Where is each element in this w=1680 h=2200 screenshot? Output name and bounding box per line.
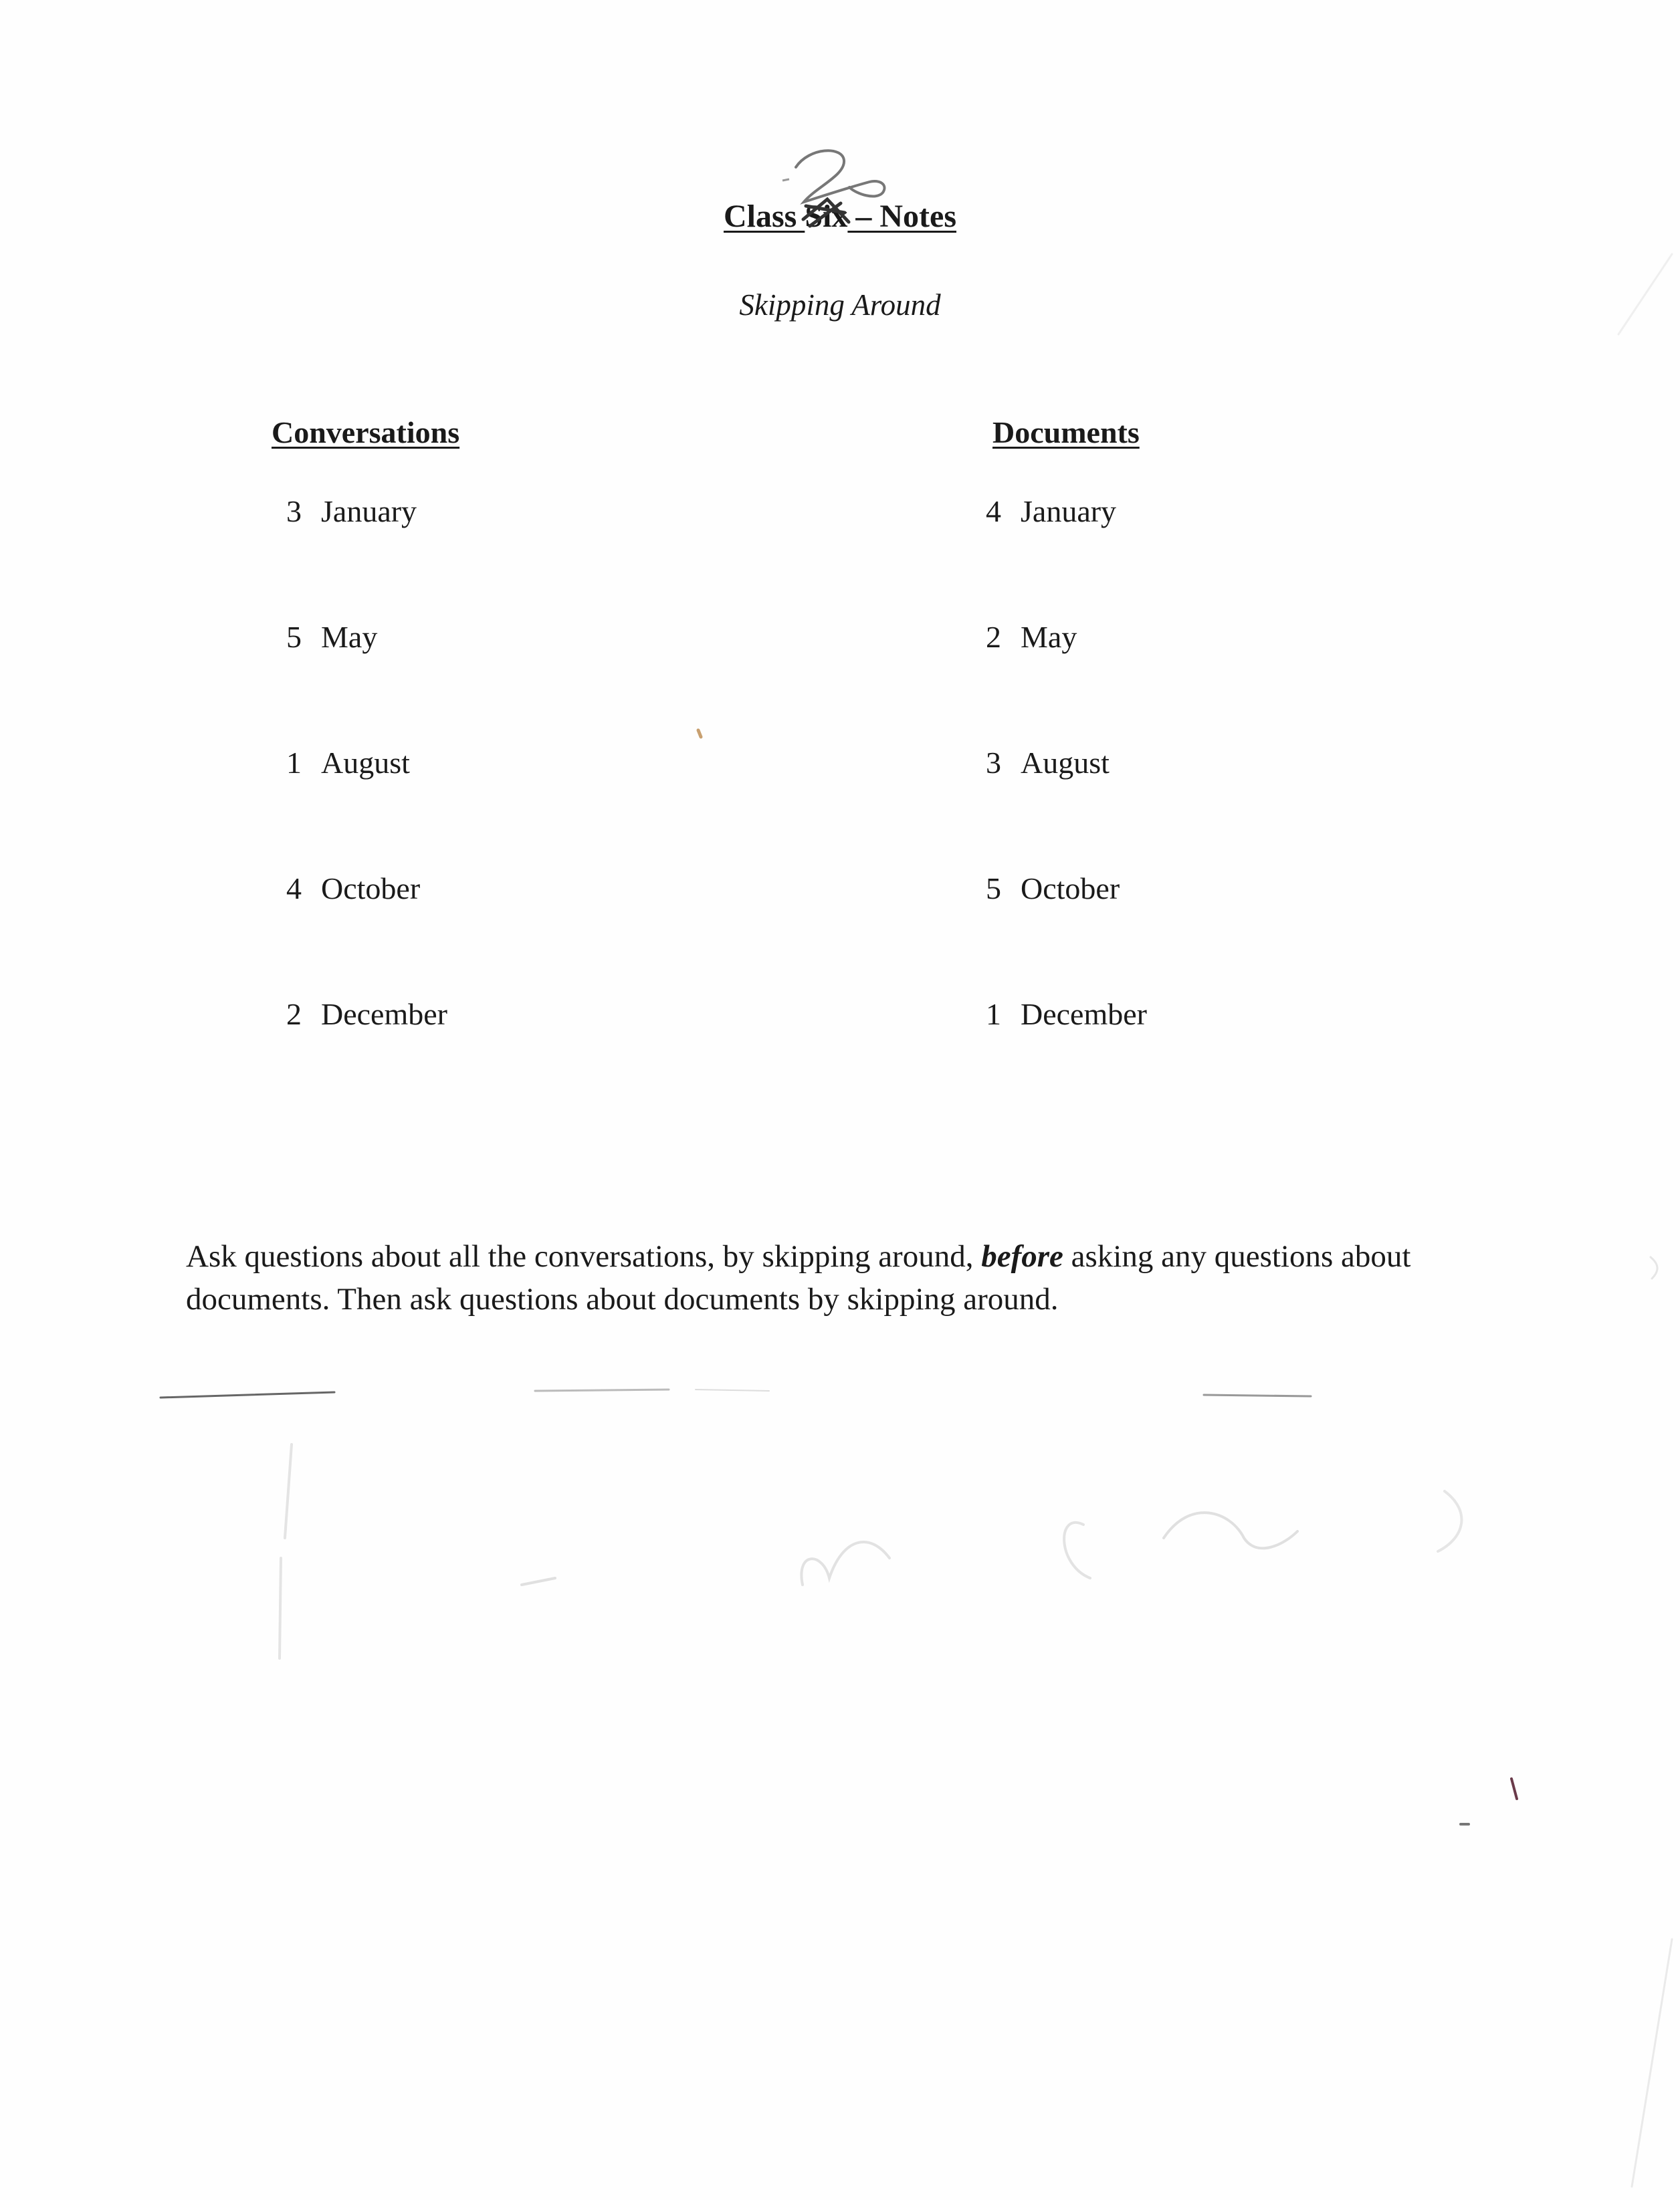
item-month: May xyxy=(1021,620,1077,654)
page-subtitle: Skipping Around xyxy=(739,288,941,322)
list-item xyxy=(986,493,1147,619)
list-item xyxy=(286,745,447,871)
item-number: 2 xyxy=(286,997,302,1031)
list-item xyxy=(286,493,447,619)
list-item xyxy=(986,745,1147,871)
item-number: 4 xyxy=(986,494,1001,528)
list-item xyxy=(986,871,1147,996)
item-number: 2 xyxy=(986,620,1001,654)
item-number: 1 xyxy=(286,746,302,780)
item-number: 3 xyxy=(986,746,1001,780)
conversations-list xyxy=(286,493,447,1122)
item-number: 3 xyxy=(286,494,302,528)
struck-word-text: Six xyxy=(805,199,848,234)
list-item xyxy=(986,996,1147,1122)
item-number: 1 xyxy=(986,997,1001,1031)
item-month: August xyxy=(1021,746,1110,780)
instructions-paragraph xyxy=(186,1235,1510,1321)
item-number: 5 xyxy=(286,620,302,654)
item-month: October xyxy=(321,871,421,905)
item-month: December xyxy=(321,997,447,1031)
list-item xyxy=(286,871,447,996)
item-number: 4 xyxy=(286,871,302,905)
instructions-part2: asking any questions about documents. Then ask questions about documents by skipping around. xyxy=(186,1239,1411,1317)
item-month: August xyxy=(321,746,410,780)
documents-list xyxy=(986,493,1147,1122)
conversations-heading: Conversations xyxy=(272,415,460,449)
item-month: May xyxy=(321,620,378,654)
page-title xyxy=(724,198,956,235)
list-item xyxy=(286,996,447,1122)
item-month: January xyxy=(1021,494,1117,528)
title-suffix: – Notes xyxy=(847,199,957,234)
struck-word xyxy=(805,198,847,235)
list-item xyxy=(986,619,1147,745)
title-row xyxy=(0,198,1680,235)
item-month: October xyxy=(1021,871,1120,905)
item-month: December xyxy=(1021,997,1147,1031)
item-month: January xyxy=(321,494,417,528)
list-item xyxy=(286,619,447,745)
title-prefix: Class xyxy=(723,199,805,234)
instructions-emphasis: before xyxy=(981,1239,1063,1274)
instructions-part1: Ask questions about all the conversations, by skipping around, xyxy=(186,1239,982,1274)
documents-heading: Documents xyxy=(992,415,1140,449)
item-number: 5 xyxy=(986,871,1001,905)
